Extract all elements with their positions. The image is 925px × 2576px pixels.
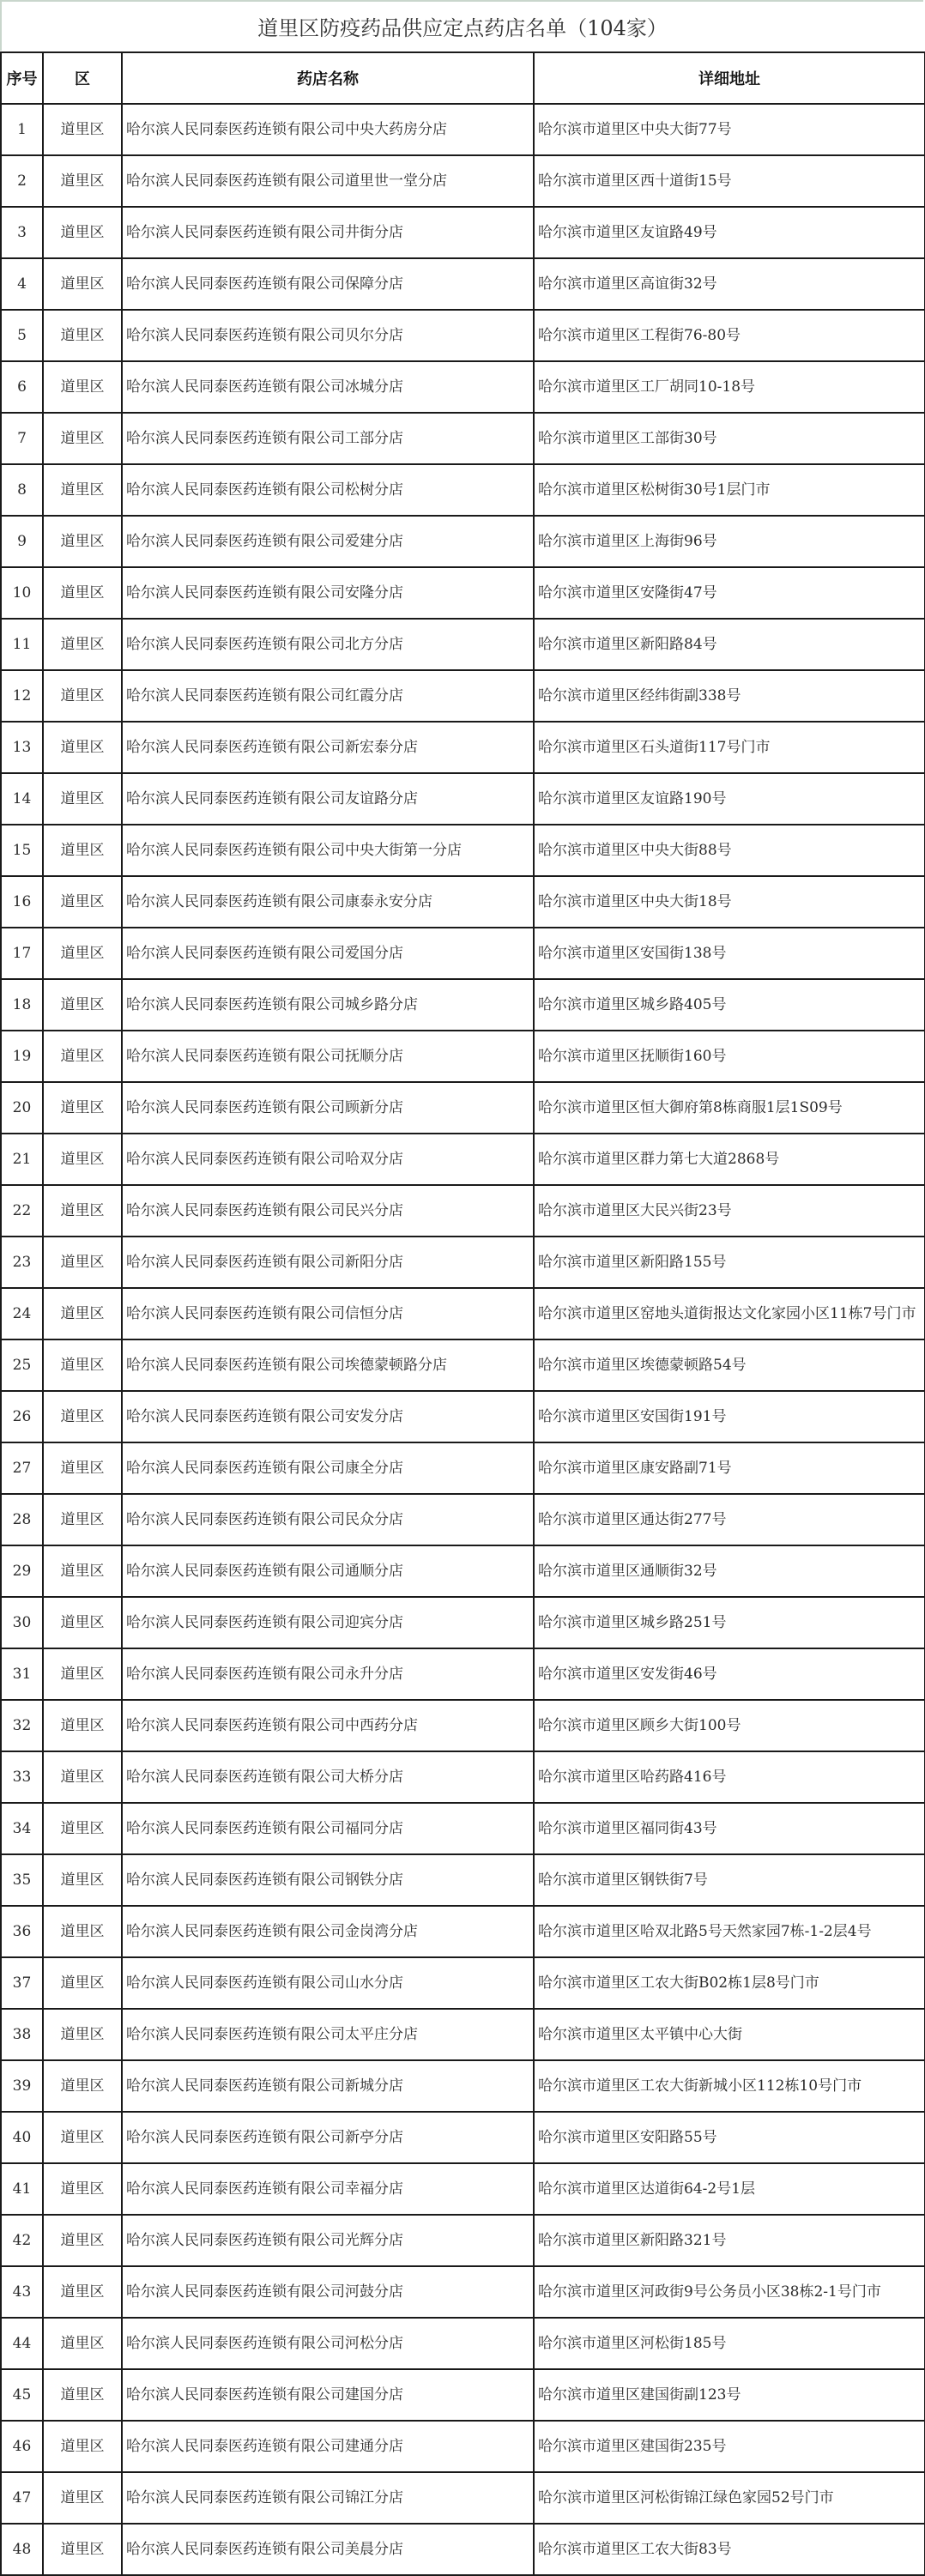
row-address: 哈尔滨市道里区工农大街新城小区112栋10号门市	[534, 2060, 925, 2112]
table-row	[1, 2266, 925, 2318]
row-address: 哈尔滨市道里区群力第七大道2868号	[534, 1134, 925, 1185]
table-row	[1, 516, 925, 567]
table-row	[1, 1082, 925, 1134]
table-row	[1, 1803, 925, 1854]
row-pharmacy-name: 哈尔滨人民同泰医药连锁有限公司民众分店	[122, 1494, 534, 1545]
row-number: 38	[1, 2009, 43, 2060]
row-district: 道里区	[43, 310, 122, 361]
table-row	[1, 619, 925, 670]
row-pharmacy-name: 哈尔滨人民同泰医药连锁有限公司哈双分店	[122, 1134, 534, 1185]
row-number: 43	[1, 2266, 43, 2318]
row-address: 哈尔滨市道里区安发街46号	[534, 1648, 925, 1700]
row-address: 哈尔滨市道里区河松街185号	[534, 2318, 925, 2369]
row-address: 哈尔滨市道里区埃德蒙顿路54号	[534, 1339, 925, 1391]
row-number: 4	[1, 258, 43, 310]
row-number: 1	[1, 104, 43, 155]
table-row	[1, 1237, 925, 1288]
row-number: 36	[1, 1906, 43, 1957]
table-row	[1, 104, 925, 155]
table-row	[1, 2112, 925, 2163]
table-row	[1, 1751, 925, 1803]
table-row	[1, 361, 925, 413]
row-pharmacy-name: 哈尔滨人民同泰医药连锁有限公司中央大街第一分店	[122, 825, 534, 876]
row-pharmacy-name: 哈尔滨人民同泰医药连锁有限公司新城分店	[122, 2060, 534, 2112]
row-district: 道里区	[43, 104, 122, 155]
row-address: 哈尔滨市道里区上海街96号	[534, 516, 925, 567]
row-pharmacy-name: 哈尔滨人民同泰医药连锁有限公司安发分店	[122, 1391, 534, 1442]
row-pharmacy-name: 哈尔滨人民同泰医药连锁有限公司松树分店	[122, 464, 534, 516]
table-row	[1, 2472, 925, 2524]
row-number: 28	[1, 1494, 43, 1545]
row-pharmacy-name: 哈尔滨人民同泰医药连锁有限公司抚顺分店	[122, 1031, 534, 1082]
row-pharmacy-name: 哈尔滨人民同泰医药连锁有限公司建通分店	[122, 2421, 534, 2472]
row-number: 25	[1, 1339, 43, 1391]
row-number: 40	[1, 2112, 43, 2163]
table-row	[1, 773, 925, 825]
row-pharmacy-name: 哈尔滨人民同泰医药连锁有限公司友谊路分店	[122, 773, 534, 825]
row-address: 哈尔滨市道里区钢铁街7号	[534, 1854, 925, 1906]
row-number: 8	[1, 464, 43, 516]
table-row	[1, 464, 925, 516]
row-district: 道里区	[43, 1906, 122, 1957]
row-number: 41	[1, 2163, 43, 2215]
row-pharmacy-name: 哈尔滨人民同泰医药连锁有限公司光辉分店	[122, 2215, 534, 2266]
row-district: 道里区	[43, 258, 122, 310]
row-number: 9	[1, 516, 43, 567]
table-row	[1, 722, 925, 773]
row-address: 哈尔滨市道里区建国街235号	[534, 2421, 925, 2472]
row-number: 7	[1, 413, 43, 464]
row-number: 27	[1, 1442, 43, 1494]
row-pharmacy-name: 哈尔滨人民同泰医药连锁有限公司爱国分店	[122, 928, 534, 979]
row-pharmacy-name: 哈尔滨人民同泰医药连锁有限公司建国分店	[122, 2369, 534, 2421]
row-number: 44	[1, 2318, 43, 2369]
table-row	[1, 310, 925, 361]
row-address: 哈尔滨市道里区经纬街副338号	[534, 670, 925, 722]
table-row	[1, 1494, 925, 1545]
row-district: 道里区	[43, 876, 122, 928]
row-district: 道里区	[43, 2112, 122, 2163]
table-header-row	[1, 52, 925, 104]
row-pharmacy-name: 哈尔滨人民同泰医药连锁有限公司太平庄分店	[122, 2009, 534, 2060]
row-number: 29	[1, 1545, 43, 1597]
row-number: 11	[1, 619, 43, 670]
table-row	[1, 979, 925, 1031]
row-pharmacy-name: 哈尔滨人民同泰医药连锁有限公司新亭分店	[122, 2112, 534, 2163]
row-pharmacy-name: 哈尔滨人民同泰医药连锁有限公司爱建分店	[122, 516, 534, 567]
row-district: 道里区	[43, 1339, 122, 1391]
row-district: 道里区	[43, 1442, 122, 1494]
row-district: 道里区	[43, 207, 122, 258]
row-pharmacy-name: 哈尔滨人民同泰医药连锁有限公司中西药分店	[122, 1700, 534, 1751]
row-pharmacy-name: 哈尔滨人民同泰医药连锁有限公司民兴分店	[122, 1185, 534, 1237]
table-row	[1, 413, 925, 464]
column-header-address: 详细地址	[534, 52, 925, 104]
table-row	[1, 876, 925, 928]
table-row	[1, 825, 925, 876]
row-number: 16	[1, 876, 43, 928]
row-pharmacy-name: 哈尔滨人民同泰医药连锁有限公司钢铁分店	[122, 1854, 534, 1906]
table-row	[1, 1906, 925, 1957]
row-number: 18	[1, 979, 43, 1031]
row-pharmacy-name: 哈尔滨人民同泰医药连锁有限公司新阳分店	[122, 1237, 534, 1288]
row-district: 道里区	[43, 1031, 122, 1082]
table-row	[1, 1185, 925, 1237]
row-address: 哈尔滨市道里区工部街30号	[534, 413, 925, 464]
row-district: 道里区	[43, 1494, 122, 1545]
table-row	[1, 2215, 925, 2266]
table-row	[1, 1648, 925, 1700]
row-address: 哈尔滨市道里区友谊路49号	[534, 207, 925, 258]
table-row	[1, 1391, 925, 1442]
pharmacy-table	[0, 51, 925, 2576]
row-address: 哈尔滨市道里区太平镇中心大街	[534, 2009, 925, 2060]
row-district: 道里区	[43, 825, 122, 876]
row-number: 15	[1, 825, 43, 876]
row-number: 6	[1, 361, 43, 413]
row-number: 22	[1, 1185, 43, 1237]
row-pharmacy-name: 哈尔滨人民同泰医药连锁有限公司永升分店	[122, 1648, 534, 1700]
row-number: 12	[1, 670, 43, 722]
row-pharmacy-name: 哈尔滨人民同泰医药连锁有限公司工部分店	[122, 413, 534, 464]
row-pharmacy-name: 哈尔滨人民同泰医药连锁有限公司幸福分店	[122, 2163, 534, 2215]
row-address: 哈尔滨市道里区建国街副123号	[534, 2369, 925, 2421]
table-row	[1, 2318, 925, 2369]
row-pharmacy-name: 哈尔滨人民同泰医药连锁有限公司贝尔分店	[122, 310, 534, 361]
row-number: 48	[1, 2524, 43, 2575]
row-number: 17	[1, 928, 43, 979]
row-address: 哈尔滨市道里区工厂胡同10-18号	[534, 361, 925, 413]
row-address: 哈尔滨市道里区康安路副71号	[534, 1442, 925, 1494]
row-number: 37	[1, 1957, 43, 2009]
row-number: 10	[1, 567, 43, 619]
row-number: 13	[1, 722, 43, 773]
row-address: 哈尔滨市道里区河政街9号公务员小区38栋2-1号门市	[534, 2266, 925, 2318]
row-district: 道里区	[43, 1854, 122, 1906]
row-district: 道里区	[43, 2369, 122, 2421]
row-district: 道里区	[43, 773, 122, 825]
row-pharmacy-name: 哈尔滨人民同泰医药连锁有限公司大桥分店	[122, 1751, 534, 1803]
row-pharmacy-name: 哈尔滨人民同泰医药连锁有限公司新宏泰分店	[122, 722, 534, 773]
table-row	[1, 155, 925, 207]
row-pharmacy-name: 哈尔滨人民同泰医药连锁有限公司红霞分店	[122, 670, 534, 722]
table-row	[1, 1545, 925, 1597]
row-district: 道里区	[43, 2318, 122, 2369]
row-address: 哈尔滨市道里区中央大街88号	[534, 825, 925, 876]
row-district: 道里区	[43, 979, 122, 1031]
row-address: 哈尔滨市道里区安国街191号	[534, 1391, 925, 1442]
row-pharmacy-name: 哈尔滨人民同泰医药连锁有限公司康全分店	[122, 1442, 534, 1494]
column-header-pharmacy-name: 药店名称	[122, 52, 534, 104]
row-number: 42	[1, 2215, 43, 2266]
row-address: 哈尔滨市道里区通顺街32号	[534, 1545, 925, 1597]
row-district: 道里区	[43, 1597, 122, 1648]
row-district: 道里区	[43, 670, 122, 722]
row-number: 31	[1, 1648, 43, 1700]
column-header-district: 区	[43, 52, 122, 104]
row-pharmacy-name: 哈尔滨人民同泰医药连锁有限公司冰城分店	[122, 361, 534, 413]
row-number: 23	[1, 1237, 43, 1288]
row-district: 道里区	[43, 2009, 122, 2060]
row-address: 哈尔滨市道里区友谊路190号	[534, 773, 925, 825]
table-row	[1, 1339, 925, 1391]
row-address: 哈尔滨市道里区安隆街47号	[534, 567, 925, 619]
row-number: 19	[1, 1031, 43, 1082]
row-pharmacy-name: 哈尔滨人民同泰医药连锁有限公司山水分店	[122, 1957, 534, 2009]
row-address: 哈尔滨市道里区窑地头道街报达文化家园小区11栋7号门市	[534, 1288, 925, 1339]
row-district: 道里区	[43, 1082, 122, 1134]
row-address: 哈尔滨市道里区中央大街18号	[534, 876, 925, 928]
row-district: 道里区	[43, 1803, 122, 1854]
row-number: 32	[1, 1700, 43, 1751]
row-district: 道里区	[43, 1185, 122, 1237]
document-title: 道里区防疫药品供应定点药店名单（104家）	[0, 0, 923, 51]
row-address: 哈尔滨市道里区中央大街77号	[534, 104, 925, 155]
row-district: 道里区	[43, 1391, 122, 1442]
row-number: 21	[1, 1134, 43, 1185]
row-district: 道里区	[43, 1751, 122, 1803]
table-row	[1, 1700, 925, 1751]
row-number: 3	[1, 207, 43, 258]
row-district: 道里区	[43, 1700, 122, 1751]
table-row	[1, 2421, 925, 2472]
row-pharmacy-name: 哈尔滨人民同泰医药连锁有限公司河鼓分店	[122, 2266, 534, 2318]
row-address: 哈尔滨市道里区顾乡大街100号	[534, 1700, 925, 1751]
row-district: 道里区	[43, 361, 122, 413]
row-district: 道里区	[43, 516, 122, 567]
row-district: 道里区	[43, 155, 122, 207]
row-district: 道里区	[43, 1957, 122, 2009]
row-district: 道里区	[43, 1648, 122, 1700]
row-number: 30	[1, 1597, 43, 1648]
table-row	[1, 207, 925, 258]
row-district: 道里区	[43, 1134, 122, 1185]
row-address: 哈尔滨市道里区安阳路55号	[534, 2112, 925, 2163]
row-district: 道里区	[43, 928, 122, 979]
row-number: 47	[1, 2472, 43, 2524]
row-address: 哈尔滨市道里区河松街锦江绿色家园52号门市	[534, 2472, 925, 2524]
row-number: 5	[1, 310, 43, 361]
table-row	[1, 2524, 925, 2575]
row-address: 哈尔滨市道里区新阳路155号	[534, 1237, 925, 1288]
row-number: 2	[1, 155, 43, 207]
row-pharmacy-name: 哈尔滨人民同泰医药连锁有限公司迎宾分店	[122, 1597, 534, 1648]
row-district: 道里区	[43, 722, 122, 773]
row-pharmacy-name: 哈尔滨人民同泰医药连锁有限公司锦江分店	[122, 2472, 534, 2524]
row-pharmacy-name: 哈尔滨人民同泰医药连锁有限公司顾新分店	[122, 1082, 534, 1134]
row-district: 道里区	[43, 413, 122, 464]
row-pharmacy-name: 哈尔滨人民同泰医药连锁有限公司埃德蒙顿路分店	[122, 1339, 534, 1391]
row-address: 哈尔滨市道里区工农大街B02栋1层8号门市	[534, 1957, 925, 2009]
row-pharmacy-name: 哈尔滨人民同泰医药连锁有限公司保障分店	[122, 258, 534, 310]
table-row	[1, 1597, 925, 1648]
row-address: 哈尔滨市道里区通达街277号	[534, 1494, 925, 1545]
table-row	[1, 1031, 925, 1082]
table-row	[1, 1134, 925, 1185]
row-address: 哈尔滨市道里区工程街76-80号	[534, 310, 925, 361]
row-pharmacy-name: 哈尔滨人民同泰医药连锁有限公司安隆分店	[122, 567, 534, 619]
row-pharmacy-name: 哈尔滨人民同泰医药连锁有限公司金岗湾分店	[122, 1906, 534, 1957]
table-row	[1, 2060, 925, 2112]
row-district: 道里区	[43, 2163, 122, 2215]
row-pharmacy-name: 哈尔滨人民同泰医药连锁有限公司中央大药房分店	[122, 104, 534, 155]
row-address: 哈尔滨市道里区福同街43号	[534, 1803, 925, 1854]
table-row	[1, 928, 925, 979]
row-address: 哈尔滨市道里区城乡路251号	[534, 1597, 925, 1648]
row-district: 道里区	[43, 2524, 122, 2575]
table-row	[1, 1957, 925, 2009]
row-district: 道里区	[43, 464, 122, 516]
row-district: 道里区	[43, 2266, 122, 2318]
table-row	[1, 1854, 925, 1906]
row-number: 34	[1, 1803, 43, 1854]
row-number: 45	[1, 2369, 43, 2421]
row-district: 道里区	[43, 2421, 122, 2472]
row-address: 哈尔滨市道里区松树街30号1层门市	[534, 464, 925, 516]
column-header-number: 序号	[1, 52, 43, 104]
row-address: 哈尔滨市道里区城乡路405号	[534, 979, 925, 1031]
row-district: 道里区	[43, 1288, 122, 1339]
row-address: 哈尔滨市道里区石头道街117号门市	[534, 722, 925, 773]
table-row	[1, 567, 925, 619]
row-district: 道里区	[43, 1545, 122, 1597]
row-number: 24	[1, 1288, 43, 1339]
row-number: 20	[1, 1082, 43, 1134]
row-address: 哈尔滨市道里区西十道街15号	[534, 155, 925, 207]
row-address: 哈尔滨市道里区新阳路321号	[534, 2215, 925, 2266]
row-number: 33	[1, 1751, 43, 1803]
row-district: 道里区	[43, 1237, 122, 1288]
row-address: 哈尔滨市道里区哈双北路5号天然家园7栋-1-2层4号	[534, 1906, 925, 1957]
row-pharmacy-name: 哈尔滨人民同泰医药连锁有限公司河松分店	[122, 2318, 534, 2369]
row-district: 道里区	[43, 2215, 122, 2266]
row-pharmacy-name: 哈尔滨人民同泰医药连锁有限公司北方分店	[122, 619, 534, 670]
table-row	[1, 2163, 925, 2215]
row-district: 道里区	[43, 567, 122, 619]
table-body	[1, 104, 925, 2575]
row-district: 道里区	[43, 2060, 122, 2112]
row-pharmacy-name: 哈尔滨人民同泰医药连锁有限公司康泰永安分店	[122, 876, 534, 928]
row-number: 14	[1, 773, 43, 825]
row-number: 39	[1, 2060, 43, 2112]
table-row	[1, 2009, 925, 2060]
row-pharmacy-name: 哈尔滨人民同泰医药连锁有限公司信恒分店	[122, 1288, 534, 1339]
row-address: 哈尔滨市道里区高谊街32号	[534, 258, 925, 310]
row-number: 46	[1, 2421, 43, 2472]
row-address: 哈尔滨市道里区工农大街83号	[534, 2524, 925, 2575]
row-address: 哈尔滨市道里区哈药路416号	[534, 1751, 925, 1803]
row-address: 哈尔滨市道里区安国街138号	[534, 928, 925, 979]
table-row	[1, 1442, 925, 1494]
row-address: 哈尔滨市道里区抚顺街160号	[534, 1031, 925, 1082]
row-district: 道里区	[43, 619, 122, 670]
row-address: 哈尔滨市道里区新阳路84号	[534, 619, 925, 670]
table-row	[1, 1288, 925, 1339]
table-row	[1, 670, 925, 722]
row-district: 道里区	[43, 2472, 122, 2524]
row-address: 哈尔滨市道里区恒大御府第8栋商服1层1S09号	[534, 1082, 925, 1134]
row-pharmacy-name: 哈尔滨人民同泰医药连锁有限公司美晨分店	[122, 2524, 534, 2575]
table-row	[1, 258, 925, 310]
row-pharmacy-name: 哈尔滨人民同泰医药连锁有限公司通顺分店	[122, 1545, 534, 1597]
row-pharmacy-name: 哈尔滨人民同泰医药连锁有限公司道里世一堂分店	[122, 155, 534, 207]
row-number: 26	[1, 1391, 43, 1442]
row-pharmacy-name: 哈尔滨人民同泰医药连锁有限公司城乡路分店	[122, 979, 534, 1031]
row-address: 哈尔滨市道里区大民兴街23号	[534, 1185, 925, 1237]
row-address: 哈尔滨市道里区达道街64-2号1层	[534, 2163, 925, 2215]
row-pharmacy-name: 哈尔滨人民同泰医药连锁有限公司井街分店	[122, 207, 534, 258]
row-pharmacy-name: 哈尔滨人民同泰医药连锁有限公司福同分店	[122, 1803, 534, 1854]
table-row	[1, 2369, 925, 2421]
row-number: 35	[1, 1854, 43, 1906]
